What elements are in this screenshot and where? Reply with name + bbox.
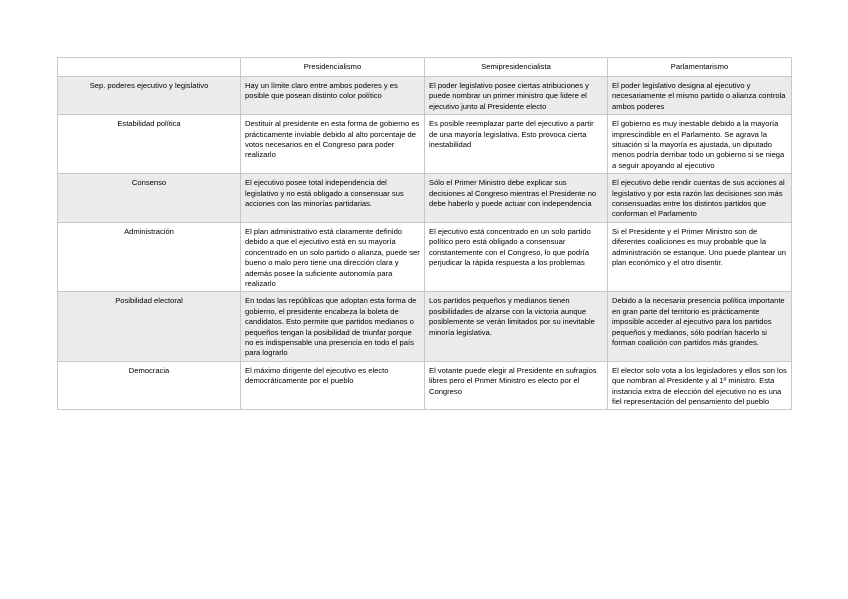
table-cell: El votante puede elegir al Presidente en sufragios libres pero el Primer Ministro es electo por el Congreso xyxy=(425,361,608,410)
table-cell: Debido a la necesaria presencia política importante en gran parte del territorio es prácticamente imposible acceder al ejecutivo para los partidos pequeños y medianos, sólo podrían hacerlo si forman coalición con partidos más grandes. xyxy=(608,292,792,361)
table-cell: El ejecutivo debe rendir cuentas de sus acciones al legislativo y por esta razón las decisiones son más consensuadas entre los distintos partidos que conforman el Parlamento xyxy=(608,174,792,223)
table-cell: Es posible reemplazar parte del ejecutivo a partir de una mayoría legislativa. Esto provoca cierta inestabilidad xyxy=(425,115,608,174)
table-cell: El máximo dirigente del ejecutivo es electo democráticamente por el pueblo xyxy=(241,361,425,410)
table-cell: Sólo el Primer Ministro debe explicar sus decisiones al Congreso mientras el Presidente no debe haberlo y puede actuar con independencia xyxy=(425,174,608,223)
row-label: Posibilidad electoral xyxy=(58,292,241,361)
table-row xyxy=(58,174,792,223)
row-label: Consenso xyxy=(58,174,241,223)
row-label: Administración xyxy=(58,222,241,291)
table-header-row xyxy=(58,58,792,77)
table-cell: El poder legislativo designa al ejecutivo y necesariamente el mismo partido o alianza controla ambos poderes xyxy=(608,77,792,115)
table-cell: Destituir al presidente en esta forma de gobierno es prácticamente inviable debido al alto porcentaje de votos necesarios en el Congreso para poder realizarlo xyxy=(241,115,425,174)
header-empty xyxy=(58,58,241,77)
header-presidencialismo: Presidencialismo xyxy=(241,58,425,77)
row-label: Sep. poderes ejecutivo y legislativo xyxy=(58,77,241,115)
table-cell: El ejecutivo posee total independencia del legislativo y no está obligado a consensuar sus acciones con las minorías partidarias. xyxy=(241,174,425,223)
table-row xyxy=(58,292,792,361)
table-row xyxy=(58,77,792,115)
row-label: Democracia xyxy=(58,361,241,410)
table-cell: El poder legislativo posee ciertas atribuciones y puede nombrar un primer ministro que lidere el ejecutivo junto al Presidente electo xyxy=(425,77,608,115)
table-row xyxy=(58,115,792,174)
table-cell: El ejecutivo está concentrado en un solo partido político pero está obligado a consensuar constantemente con el Congreso, lo que podría perjudicar la rápida respuesta a los problemas xyxy=(425,222,608,291)
table-cell: Hay un límite claro entre ambos poderes y es posible que posean distinto color político xyxy=(241,77,425,115)
table-cell: Si el Presidente y el Primer Ministro son de diferentes coaliciones es muy probable que la administración se estanque. Uno puede plantear un plan económico y el otro disentir. xyxy=(608,222,792,291)
table-cell: El plan administrativo está claramente definido debido a que el ejecutivo está en su mayoría concentrado en un solo partido o alianza, puede ser bueno o malo pero tiene una dirección clara y además posee la suficiente autonomía para realizarlo xyxy=(241,222,425,291)
table-row xyxy=(58,361,792,410)
table-cell: El gobierno es muy inestable debido a la mayoría imprescindible en el Parlamento. Se agrava la situación si la mayoría es ajustada, un diputado menos podría derribar todo un gobierno si se niega a seguir apoyando al ejecutivo xyxy=(608,115,792,174)
header-parlamentarismo: Parlamentarismo xyxy=(608,58,792,77)
table-row xyxy=(58,222,792,291)
comparison-table xyxy=(57,57,792,410)
table-cell: Los partidos pequeños y medianos tienen posibilidades de alzarse con la victoria aunque posiblemente se verán limitados por su inevitable minoría legislativa. xyxy=(425,292,608,361)
table-cell: En todas las repúblicas que adoptan esta forma de gobierno, el presidente encabeza la boleta de candidatos. Esto permite que partidos medianos o pequeños tengan la posibilidad de triunfar porque no es indispensable una presencia en todo el país para lograrlo xyxy=(241,292,425,361)
row-label: Estabilidad política xyxy=(58,115,241,174)
header-semipresidencialista: Semipresidencialista xyxy=(425,58,608,77)
table-cell: El elector solo vota a los legisladores y ellos son los que nombran al Presidente y al 1º ministro. Esta instancia extra de elección del ejecutivo no es una fiel representación del pensamiento del pueblo xyxy=(608,361,792,410)
